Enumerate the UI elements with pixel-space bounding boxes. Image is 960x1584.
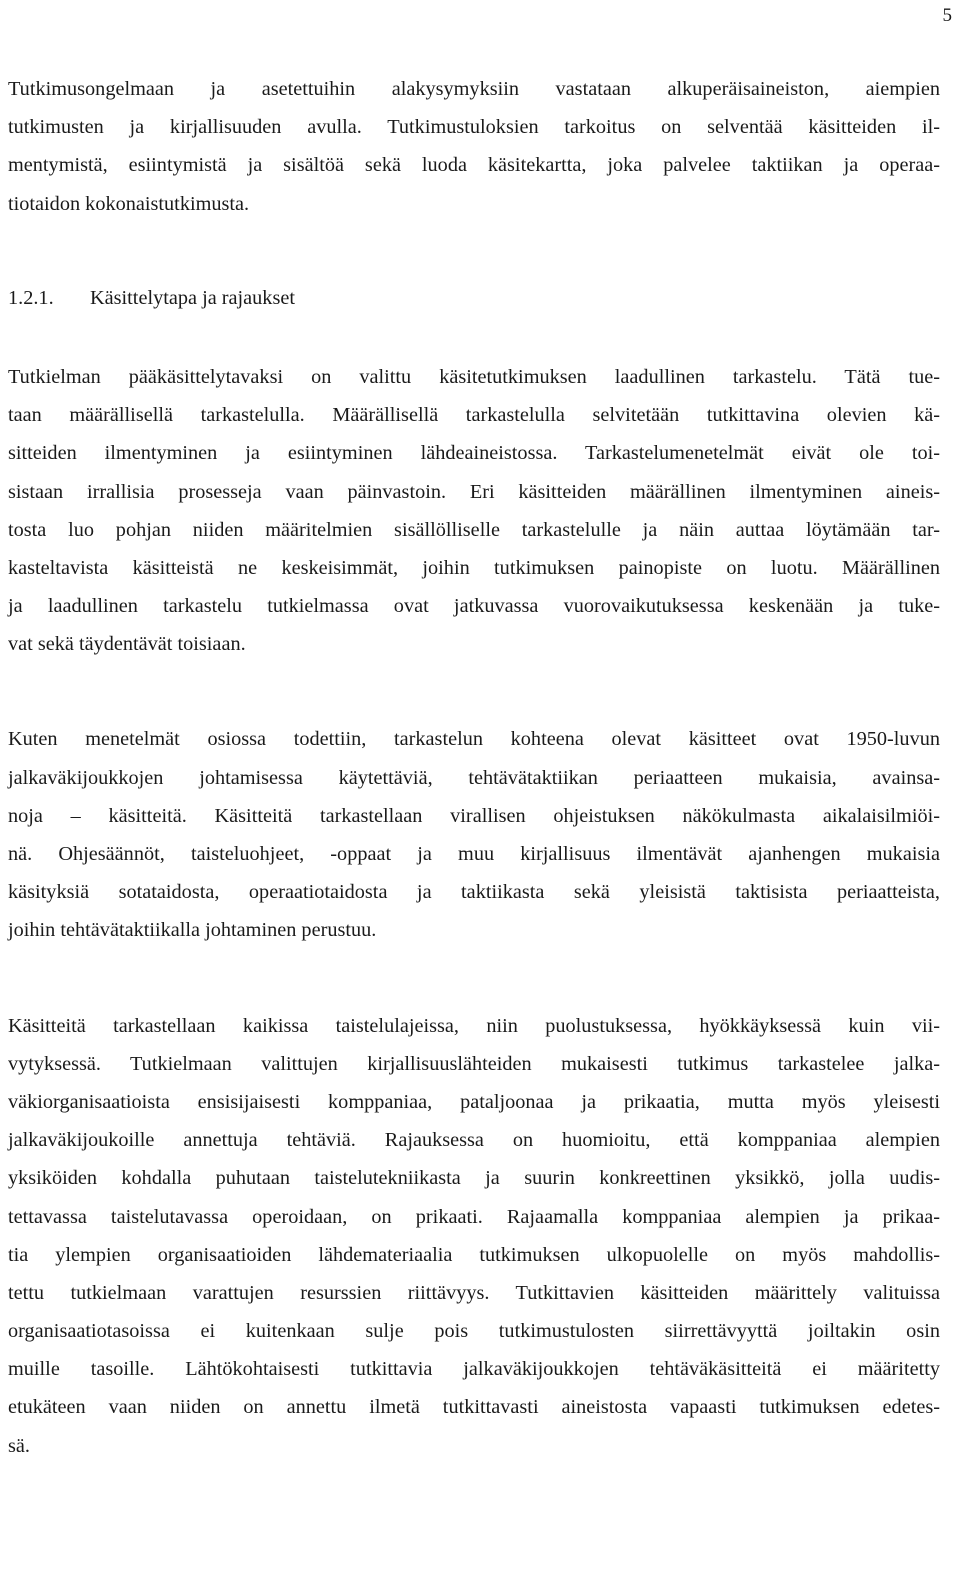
text-line: Tutkimusongelmaan ja asetettuihin alakysymyksiin vastataan alkuperäisaineiston, aiempien — [8, 78, 940, 100]
text-line: tettu tutkielmaan varattujen resurssien riittävyys. Tutkittavien käsitteiden määrittely valituissa — [8, 1281, 940, 1304]
text-line: Käsitteitä tarkastellaan kaikissa taistelulajeissa, niin puolustuksessa, hyökkäyksessä kuin vii- — [8, 1014, 940, 1037]
text-line: yksiköiden kohdalla puhutaan taistelutekniikasta ja suurin konkreettinen yksikkö, jolla uudis- — [8, 1167, 940, 1190]
section-heading — [8, 279, 940, 317]
text-line: väkiorganisaatioista ensisijaisesti komppaniaa, pataljoonaa ja prikaatia, mutta myös yleisesti — [8, 1090, 940, 1113]
text-line: mentymistä, esiintymistä ja sisältöä sekä luoda käsitekartta, joka palvelee taktiikan ja operaa- — [8, 154, 940, 177]
text-line: nä. Ohjesäännöt, taisteluohjeet, -oppaat ja muu kirjallisuus ilmentävät ajanhengen mukaisia — [8, 843, 940, 865]
text-line: taan määrällisellä tarkastelulla. Määrällisellä tarkastelulla selvitetään tutkittavina olevien kä- — [8, 404, 940, 427]
text-line: etukäteen vaan niiden on annettu ilmetä tutkittavasti aineistosta vapaasti tutkimuksen edetes- — [8, 1396, 940, 1419]
text-line: jalkaväkijoukoille annettuja tehtäviä. Rajauksessa on huomioitu, että komppaniaa alempien — [8, 1129, 940, 1152]
paragraph-concepts — [8, 720, 940, 949]
section-title: Käsittelytapa ja rajaukset — [90, 286, 295, 309]
text-line: joihin tehtävätaktiikalla johtaminen perustuu. — [8, 919, 377, 942]
text-line: tutkimusten ja kirjallisuuden avulla. Tutkimustuloksien tarkoitus on selventää käsitteiden il- — [8, 116, 940, 139]
text-line: jalkaväkijoukkojen johtamisessa käytettäviä, tehtävätaktiikan periaatteen mukaisia, avainsa- — [8, 766, 940, 789]
text-line: sä. — [8, 1434, 30, 1457]
text-line: Tutkielman pääkäsittelytavaksi on valittu käsitetutkimuksen laadullinen tarkastelu. Tätä tue- — [8, 365, 940, 388]
text-line: kasteltavista käsitteistä ne keskeisimmät, joihin tutkimuksen painopiste on luotu. Määrällinen — [8, 556, 940, 579]
text-line: tia ylempien organisaatioiden lähdemateriaalia tutkimuksen ulkopuolelle on myös mahdollis- — [8, 1243, 940, 1266]
section-number: 1.2.1. — [8, 286, 54, 309]
text-line: sistaan irrallisia prosesseja vaan päinvastoin. Eri käsitteiden määrällinen ilmentyminen aineis- — [8, 480, 940, 503]
text-line: ja laadullinen tarkastelu tutkielmassa ovat jatkuvassa vuorovaikutuksessa keskenään ja tuke- — [8, 595, 940, 618]
paragraph-intro — [8, 70, 940, 223]
text-line: vat sekä täydentävät toisiaan. — [8, 633, 246, 656]
text-line: vytyksessä. Tutkielmaan valittujen kirjallisuuslähteiden mukaisesti tutkimus tarkastelee jalka- — [8, 1052, 940, 1075]
text-line: käsityksiä sotataidosta, operaatiotaidosta ja taktiikasta sekä yleisistä taktisista periaatteista, — [8, 881, 940, 904]
document-body — [8, 70, 940, 1465]
text-line: tettavassa taistelutavassa operoidaan, on prikaati. Rajaamalla komppaniaa alempien ja prikaa- — [8, 1205, 940, 1228]
text-line: muille tasoille. Lähtökohtaisesti tutkittavia jalkaväkijoukkojen tehtäväkäsitteitä ei määritetty — [8, 1358, 940, 1381]
text-line: organisaatiotasoissa ei kuitenkaan sulje pois tutkimustulosten siirrettävyyttä joiltakin osin — [8, 1320, 940, 1343]
paragraph-scope — [8, 1007, 940, 1465]
text-line: tiotaidon kokonaistutkimusta. — [8, 192, 250, 215]
page-number: 5 — [942, 5, 952, 26]
text-line: Kuten menetelmät osiossa todettiin, tarkastelun kohteena olevat käsitteet ovat 1950-luvun — [8, 728, 940, 751]
paragraph-method — [8, 358, 940, 664]
text-line: tosta luo pohjan niiden määritelmien sisällölliselle tarkastelulle ja näin auttaa löytämään tar- — [8, 518, 940, 541]
text-line: noja – käsitteitä. Käsitteitä tarkastellaan virallisen ohjeistuksen näkökulmasta aikalaisilmiöi- — [8, 804, 940, 827]
text-line: sitteiden ilmentyminen ja esiintyminen lähdeaineistossa. Tarkastelumenetelmät eivät ole toi- — [8, 442, 940, 465]
